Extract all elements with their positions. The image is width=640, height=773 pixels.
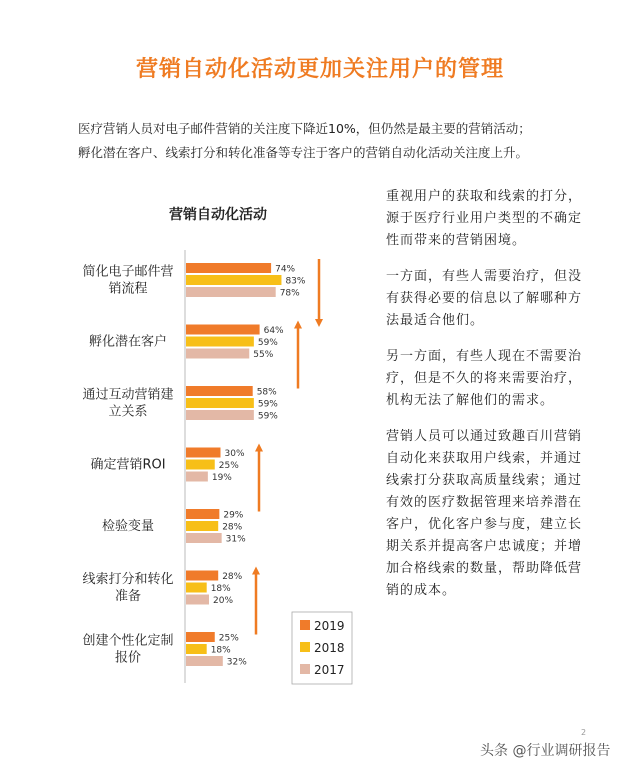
- legend-swatch-2019: [300, 620, 310, 630]
- bar-2017: [186, 410, 254, 420]
- bar-2017: [186, 349, 249, 359]
- bar-2019: [186, 448, 221, 458]
- category-label: 孵化潜在客户: [88, 334, 168, 350]
- category-label: 确定营销ROI: [90, 457, 166, 473]
- bar-2019: [186, 632, 215, 642]
- data-label: 28%: [222, 572, 243, 582]
- bar-2018: [186, 275, 281, 285]
- data-label: 18%: [210, 584, 231, 594]
- category-label: 销流程: [108, 281, 148, 297]
- trend-arrow-head: [294, 321, 302, 329]
- bar-2019: [186, 263, 271, 273]
- data-label: 55%: [253, 350, 274, 360]
- page-number: 2: [581, 728, 587, 737]
- category-label: 检验变量: [101, 519, 155, 534]
- intro-line-2: 孵化潜在客户、线索打分和转化准备等专注于客户的营销自动化活动关注度上升。: [78, 145, 529, 160]
- bar-2018: [186, 583, 207, 593]
- side-paragraph-3: 另一方面，有些人现在不需要治疗，但是不久的将来需要治疗，机构无法了解他们的需求。: [386, 349, 583, 408]
- bar-2019: [186, 386, 253, 396]
- data-label: 59%: [257, 399, 278, 410]
- bar-2019: [186, 571, 218, 581]
- category-label: 通过互动营销建: [82, 387, 174, 403]
- data-label: 59%: [257, 411, 278, 422]
- legend-swatch-2017: [300, 664, 310, 674]
- legend-label-2018: 2018: [314, 641, 345, 655]
- trend-arrow-head: [252, 567, 260, 575]
- category-label: 准备: [114, 589, 142, 604]
- category-label: 立关系: [108, 404, 148, 420]
- bar-2017: [186, 533, 222, 543]
- bar-2019: [186, 325, 260, 335]
- bar-2017: [186, 472, 208, 482]
- side-paragraph-4: 营销人员可以通过致趣百川营销自动化来获取用户线索，并通过线索打分获取高质量线索；通过有效的医疗数据管理来培养潜在客户，优化客户参与度，建立长期关系并提高客户忠诚度；并增加合格线索的数量，帮助降低营销的成本。: [386, 429, 583, 598]
- trend-arrow-head: [255, 444, 263, 452]
- bar-2018: [186, 337, 254, 347]
- side-paragraph-1: 重视用户的获取和线索的打分，源于医疗行业用户类型的不确定性而带来的营销困境。: [386, 189, 583, 248]
- data-label: 78%: [279, 288, 300, 299]
- data-label: 25%: [218, 633, 239, 644]
- data-label: 29%: [223, 510, 244, 521]
- data-label: 20%: [213, 596, 234, 606]
- legend-swatch-2018: [300, 642, 310, 652]
- bar-2018: [186, 460, 215, 470]
- data-label: 32%: [226, 657, 247, 668]
- data-label: 25%: [218, 461, 239, 471]
- bar-2018: [186, 644, 207, 654]
- trend-arrow-head: [315, 319, 323, 327]
- legend-label-2017: 2017: [314, 663, 345, 677]
- bar-2017: [186, 656, 223, 666]
- data-label: 30%: [224, 449, 245, 459]
- data-label: 19%: [211, 473, 232, 483]
- data-label: 31%: [225, 534, 246, 545]
- data-label: 18%: [210, 645, 231, 656]
- data-label: 28%: [222, 522, 243, 533]
- bar-2019: [186, 509, 219, 519]
- data-label: 58%: [256, 387, 277, 398]
- intro-line-1: 医疗营销人员对电子邮件营销的关注度下降近10%，但仍然是最主要的营销活动；: [78, 121, 531, 136]
- data-label: 74%: [275, 264, 296, 275]
- category-label: 报价: [114, 650, 142, 666]
- bar-2018: [186, 521, 218, 531]
- category-label: 简化电子邮件营: [82, 264, 174, 280]
- data-label: 64%: [263, 326, 284, 336]
- bar-2017: [186, 287, 276, 297]
- legend-label-2019: 2019: [314, 619, 345, 633]
- chart-title: 营销自动化活动: [169, 207, 267, 223]
- data-label: 59%: [257, 338, 278, 348]
- bar-2017: [186, 595, 209, 605]
- page-title: 营销自动化活动更加关注用户的管理: [135, 57, 504, 82]
- data-label: 83%: [285, 276, 306, 287]
- side-paragraph-2: 一方面，有些人需要治疗，但没有获得必要的信息以了解哪种方法最适合他们。: [386, 269, 583, 328]
- side-text: [386, 186, 582, 616]
- category-label: 线索打分和转化: [82, 572, 174, 587]
- watermark: 头条 @行业调研报告: [480, 743, 611, 759]
- bar-2018: [186, 398, 254, 408]
- category-label: 创建个性化定制: [82, 633, 174, 649]
